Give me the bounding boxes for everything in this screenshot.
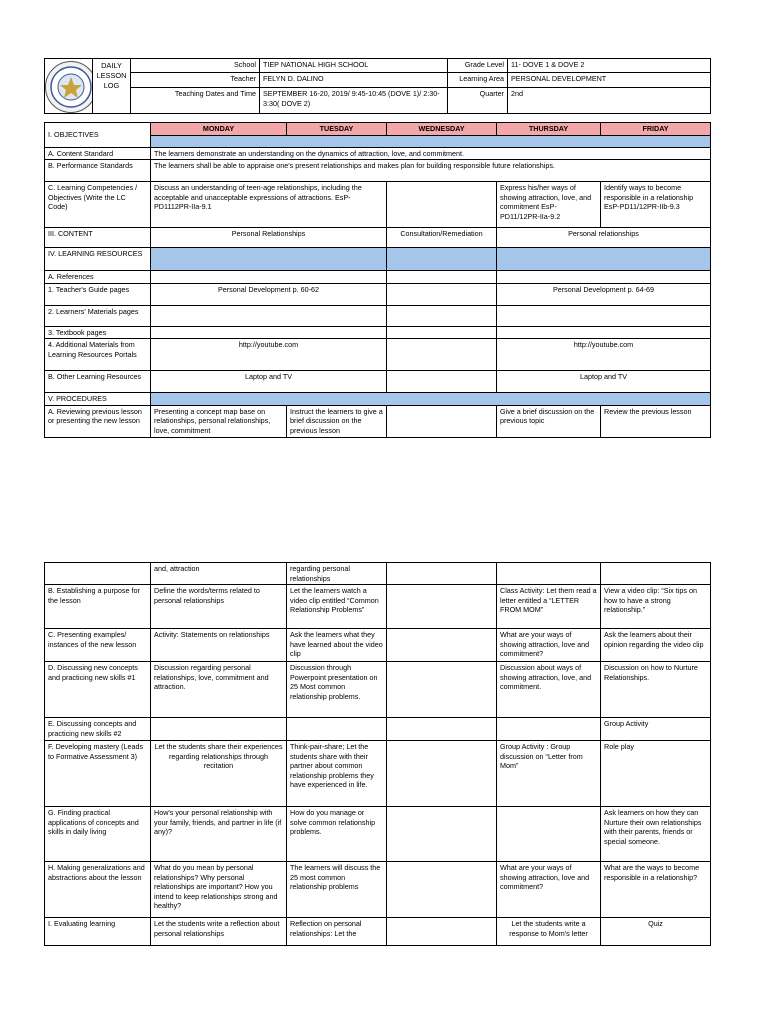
- learners-materials-mon: [151, 305, 387, 326]
- grade-label: Grade Level: [448, 59, 508, 73]
- procedure-c-tuesday: Ask the learners what they have learned about the video clip: [287, 629, 387, 662]
- procedure-g-tuesday: How do you manage or solve common relationship problems.: [287, 807, 387, 862]
- procedure-b-friday: View a video clip: “Six tips on how to have a strong relationship.”: [601, 585, 711, 629]
- resources-shade-thu: [497, 248, 711, 271]
- content-standard-label: A. Content Standard: [45, 147, 151, 160]
- procedure-c-friday: Ask the learners about their opinion regarding the video clip: [601, 629, 711, 662]
- procedure-i-tuesday: Reflection on personal relationships: Let the: [287, 918, 387, 946]
- grade-value: 11- DOVE 1 & DOVE 2: [508, 59, 711, 73]
- deped-seal-icon: [45, 61, 93, 113]
- objectives-shade: [151, 135, 711, 147]
- references-thu: [497, 271, 711, 284]
- content-wednesday: Consultation/Remediation: [387, 228, 497, 248]
- area-value: PERSONAL DEVELOPMENT: [508, 73, 711, 88]
- teachers-guide-wed: [387, 283, 497, 305]
- procedure-d-label: D. Discussing new concepts and practicing new skills #1: [45, 662, 151, 718]
- performance-standard-label: B. Performance Standards: [45, 160, 151, 182]
- day-monday: MONDAY: [151, 123, 287, 136]
- procedure-a-label: A. Reviewing previous lesson or presenting the new lesson: [45, 405, 151, 437]
- day-friday: FRIDAY: [601, 123, 711, 136]
- competency-friday: Identify ways to become responsible in a relationship EsP-PD11/12PR-IIb-9.3: [601, 182, 711, 228]
- teachers-guide-monday: Personal Development p. 60-62: [151, 283, 387, 305]
- procedure-h-monday: What do you mean by personal relationships? Why personal relationships are important? How you intend to keep relationships strong and healthy?: [151, 862, 287, 918]
- procedure-d-friday: Discussion on how to Nurture Relationships.: [601, 662, 711, 718]
- competencies-label: C. Learning Competencies / Objectives (Write the LC Code): [45, 182, 151, 228]
- day-tuesday: TUESDAY: [287, 123, 387, 136]
- procedure-d-tuesday: Discussion through Powerpoint presentation on 25 Most common relationship problems.: [287, 662, 387, 718]
- content-thursday: Personal relationships: [497, 228, 711, 248]
- procedure-f-friday: Role play: [601, 741, 711, 807]
- teachers-guide-thursday: Personal Development p. 64-69: [497, 283, 711, 305]
- dates-value: SEPTEMBER 16-20, 2019/ 9:45-10:45 (DOVE 1)/ 2:30-3:30( DOVE 2): [260, 88, 448, 114]
- procedure-a-fri-cont: [601, 563, 711, 585]
- procedure-a-tuesday-cont: regarding personal relationships: [287, 563, 387, 585]
- procedure-b-tuesday: Let the learners watch a video clip entitled “Common Relationship Problems”: [287, 585, 387, 629]
- procedure-i-thursday: Let the students write a response to Mom's letter: [497, 918, 601, 946]
- procedure-f-monday: Let the students share their experiences regarding relationships through recitation: [151, 741, 287, 807]
- teacher-value: FELYN D. DALINO: [260, 73, 448, 88]
- procedure-g-wednesday: [387, 807, 497, 862]
- references-wed: [387, 271, 497, 284]
- school-value: TIEP NATIONAL HIGH SCHOOL: [260, 59, 448, 73]
- procedures-shade: [151, 393, 711, 406]
- content-heading: III. CONTENT: [45, 228, 151, 248]
- competency-wednesday: [387, 182, 497, 228]
- deped-seal-cell: [45, 59, 93, 114]
- procedure-h-wednesday: [387, 862, 497, 918]
- procedure-b-wednesday: [387, 585, 497, 629]
- competency-thursday: Express his/her ways of showing attraction, love, and commitment EsP- PD11/12PR-IIa-9.2: [497, 182, 601, 228]
- procedure-e-friday: Group Activity: [601, 718, 711, 741]
- procedure-a-friday: Review the previous lesson: [601, 405, 711, 437]
- lesson-table: [44, 122, 711, 438]
- competency-monday: Discuss an understanding of teen-age relationships, including the acceptable and unacceptable expressions of attractions. EsP-PD1112PR-IIa-9.1: [151, 182, 387, 228]
- procedure-a-thursday: Give a brief discussion on the previous topic: [497, 405, 601, 437]
- other-resources-thursday: Laptop and TV: [497, 371, 711, 393]
- procedure-a-wednesday: [387, 405, 497, 437]
- additional-materials-monday: http://youtube.com: [151, 339, 387, 371]
- textbook-wed: [387, 326, 497, 339]
- textbook-thu: [497, 326, 711, 339]
- resources-heading: IV. LEARNING RESOURCES: [45, 248, 151, 271]
- additional-materials-label: 4. Additional Materials from Learning Resources Portals: [45, 339, 151, 371]
- procedure-f-tuesday: Think-pair-share; Let the students share with their partner about common relationship problems they have experienced in life.: [287, 741, 387, 807]
- procedure-h-label: H. Making generalizations and abstractions about the lesson: [45, 862, 151, 918]
- procedure-f-thursday: Group Activity : Group discussion on “Letter from Mom”: [497, 741, 601, 807]
- procedure-a-monday: Presenting a concept map base on relationships, personal relationships, love, commitment: [151, 405, 287, 437]
- procedure-c-monday: Activity: Statements on relationships: [151, 629, 287, 662]
- references-label: A. References: [45, 271, 151, 284]
- additional-materials-thursday: http://youtube.com: [497, 339, 711, 371]
- textbook-mon: [151, 326, 387, 339]
- procedure-e-label: E. Discussing concepts and practicing new skills #2: [45, 718, 151, 741]
- resources-shade-wed: [387, 248, 497, 271]
- procedure-f-label: F. Developing mastery (Leads to Formative Assessment 3): [45, 741, 151, 807]
- objectives-heading: I. OBJECTIVES: [45, 123, 151, 148]
- content-monday: Personal Relationships: [151, 228, 387, 248]
- procedure-g-monday: How's your personal relationship with your family, friends, and partner in life (if any)?: [151, 807, 287, 862]
- procedure-d-thursday: Discussion about ways of showing attraction, love, and commitment.: [497, 662, 601, 718]
- procedure-g-friday: Ask learners on how they can Nurture their own relationships with their parents, friends or special someone.: [601, 807, 711, 862]
- other-resources-label: B. Other Learning Resources: [45, 371, 151, 393]
- content-standard: The learners demonstrate an understanding on the dynamics of attraction, love, and commitment.: [151, 147, 711, 160]
- procedure-i-wednesday: [387, 918, 497, 946]
- teachers-guide-label: 1. Teacher's Guide pages: [45, 283, 151, 305]
- procedure-e-tuesday: [287, 718, 387, 741]
- procedure-b-label: B. Establishing a purpose for the lesson: [45, 585, 151, 629]
- procedure-b-thursday: Class Activity: Let them read a letter entitled a “LETTER FROM MOM”: [497, 585, 601, 629]
- log-title: DAILY LESSON LOG: [93, 59, 131, 114]
- lesson-table-continued: [44, 562, 711, 946]
- procedure-d-wednesday: [387, 662, 497, 718]
- quarter-label: Quarter: [448, 88, 508, 114]
- teacher-label: Teacher: [131, 73, 260, 88]
- procedure-f-wednesday: [387, 741, 497, 807]
- dates-label: Teaching Dates and Time: [131, 88, 260, 114]
- procedure-e-thursday: [497, 718, 601, 741]
- procedure-a-tuesday: Instruct the learners to give a brief discussion on the previous lesson: [287, 405, 387, 437]
- procedure-g-thursday: [497, 807, 601, 862]
- procedure-h-thursday: What are your ways of showing attraction, love and commitment?: [497, 862, 601, 918]
- procedure-i-friday: Quiz: [601, 918, 711, 946]
- learners-materials-label: 2. Learners' Materials pages: [45, 305, 151, 326]
- procedure-d-monday: Discussion regarding personal relationships, love, commitment and attraction.: [151, 662, 287, 718]
- procedure-c-label: C. Presenting examples/ instances of the new lesson: [45, 629, 151, 662]
- procedure-e-wednesday: [387, 718, 497, 741]
- header-table: [44, 58, 711, 114]
- school-label: School: [131, 59, 260, 73]
- references-mon: [151, 271, 387, 284]
- procedure-b-monday: Define the words/terms related to personal relationships: [151, 585, 287, 629]
- day-wednesday: WEDNESDAY: [387, 123, 497, 136]
- additional-materials-wed: [387, 339, 497, 371]
- resources-shade-mon: [151, 248, 387, 271]
- procedure-h-friday: What are the ways to become responsible in a relationship?: [601, 862, 711, 918]
- procedure-a-cont-label: [45, 563, 151, 585]
- procedure-g-label: G. Finding practical applications of concepts and skills in daily living: [45, 807, 151, 862]
- procedure-e-monday: [151, 718, 287, 741]
- textbook-label: 3. Textbook pages: [45, 326, 151, 339]
- procedure-h-tuesday: The learners will discuss the 25 most common relationship problems: [287, 862, 387, 918]
- procedure-c-thursday: What are your ways of showing attraction, love and commitment?: [497, 629, 601, 662]
- area-label: Learning Area: [448, 73, 508, 88]
- performance-standard: The learners shall be able to appraise one's present relationships and makes plan for building responsible future relationships.: [151, 160, 711, 182]
- day-thursday: THURSDAY: [497, 123, 601, 136]
- procedure-c-wednesday: [387, 629, 497, 662]
- procedure-a-monday-cont: and, attraction: [151, 563, 287, 585]
- procedure-i-label: I. Evaluating learning: [45, 918, 151, 946]
- procedures-heading: V. PROCEDURES: [45, 393, 151, 406]
- learners-materials-thu: [497, 305, 711, 326]
- learners-materials-wed: [387, 305, 497, 326]
- other-resources-monday: Laptop and TV: [151, 371, 387, 393]
- procedure-a-thu-cont: [497, 563, 601, 585]
- other-resources-wed: [387, 371, 497, 393]
- procedure-i-monday: Let the students write a reflection about personal relationships: [151, 918, 287, 946]
- quarter-value: 2nd: [508, 88, 711, 114]
- procedure-a-wed-cont: [387, 563, 497, 585]
